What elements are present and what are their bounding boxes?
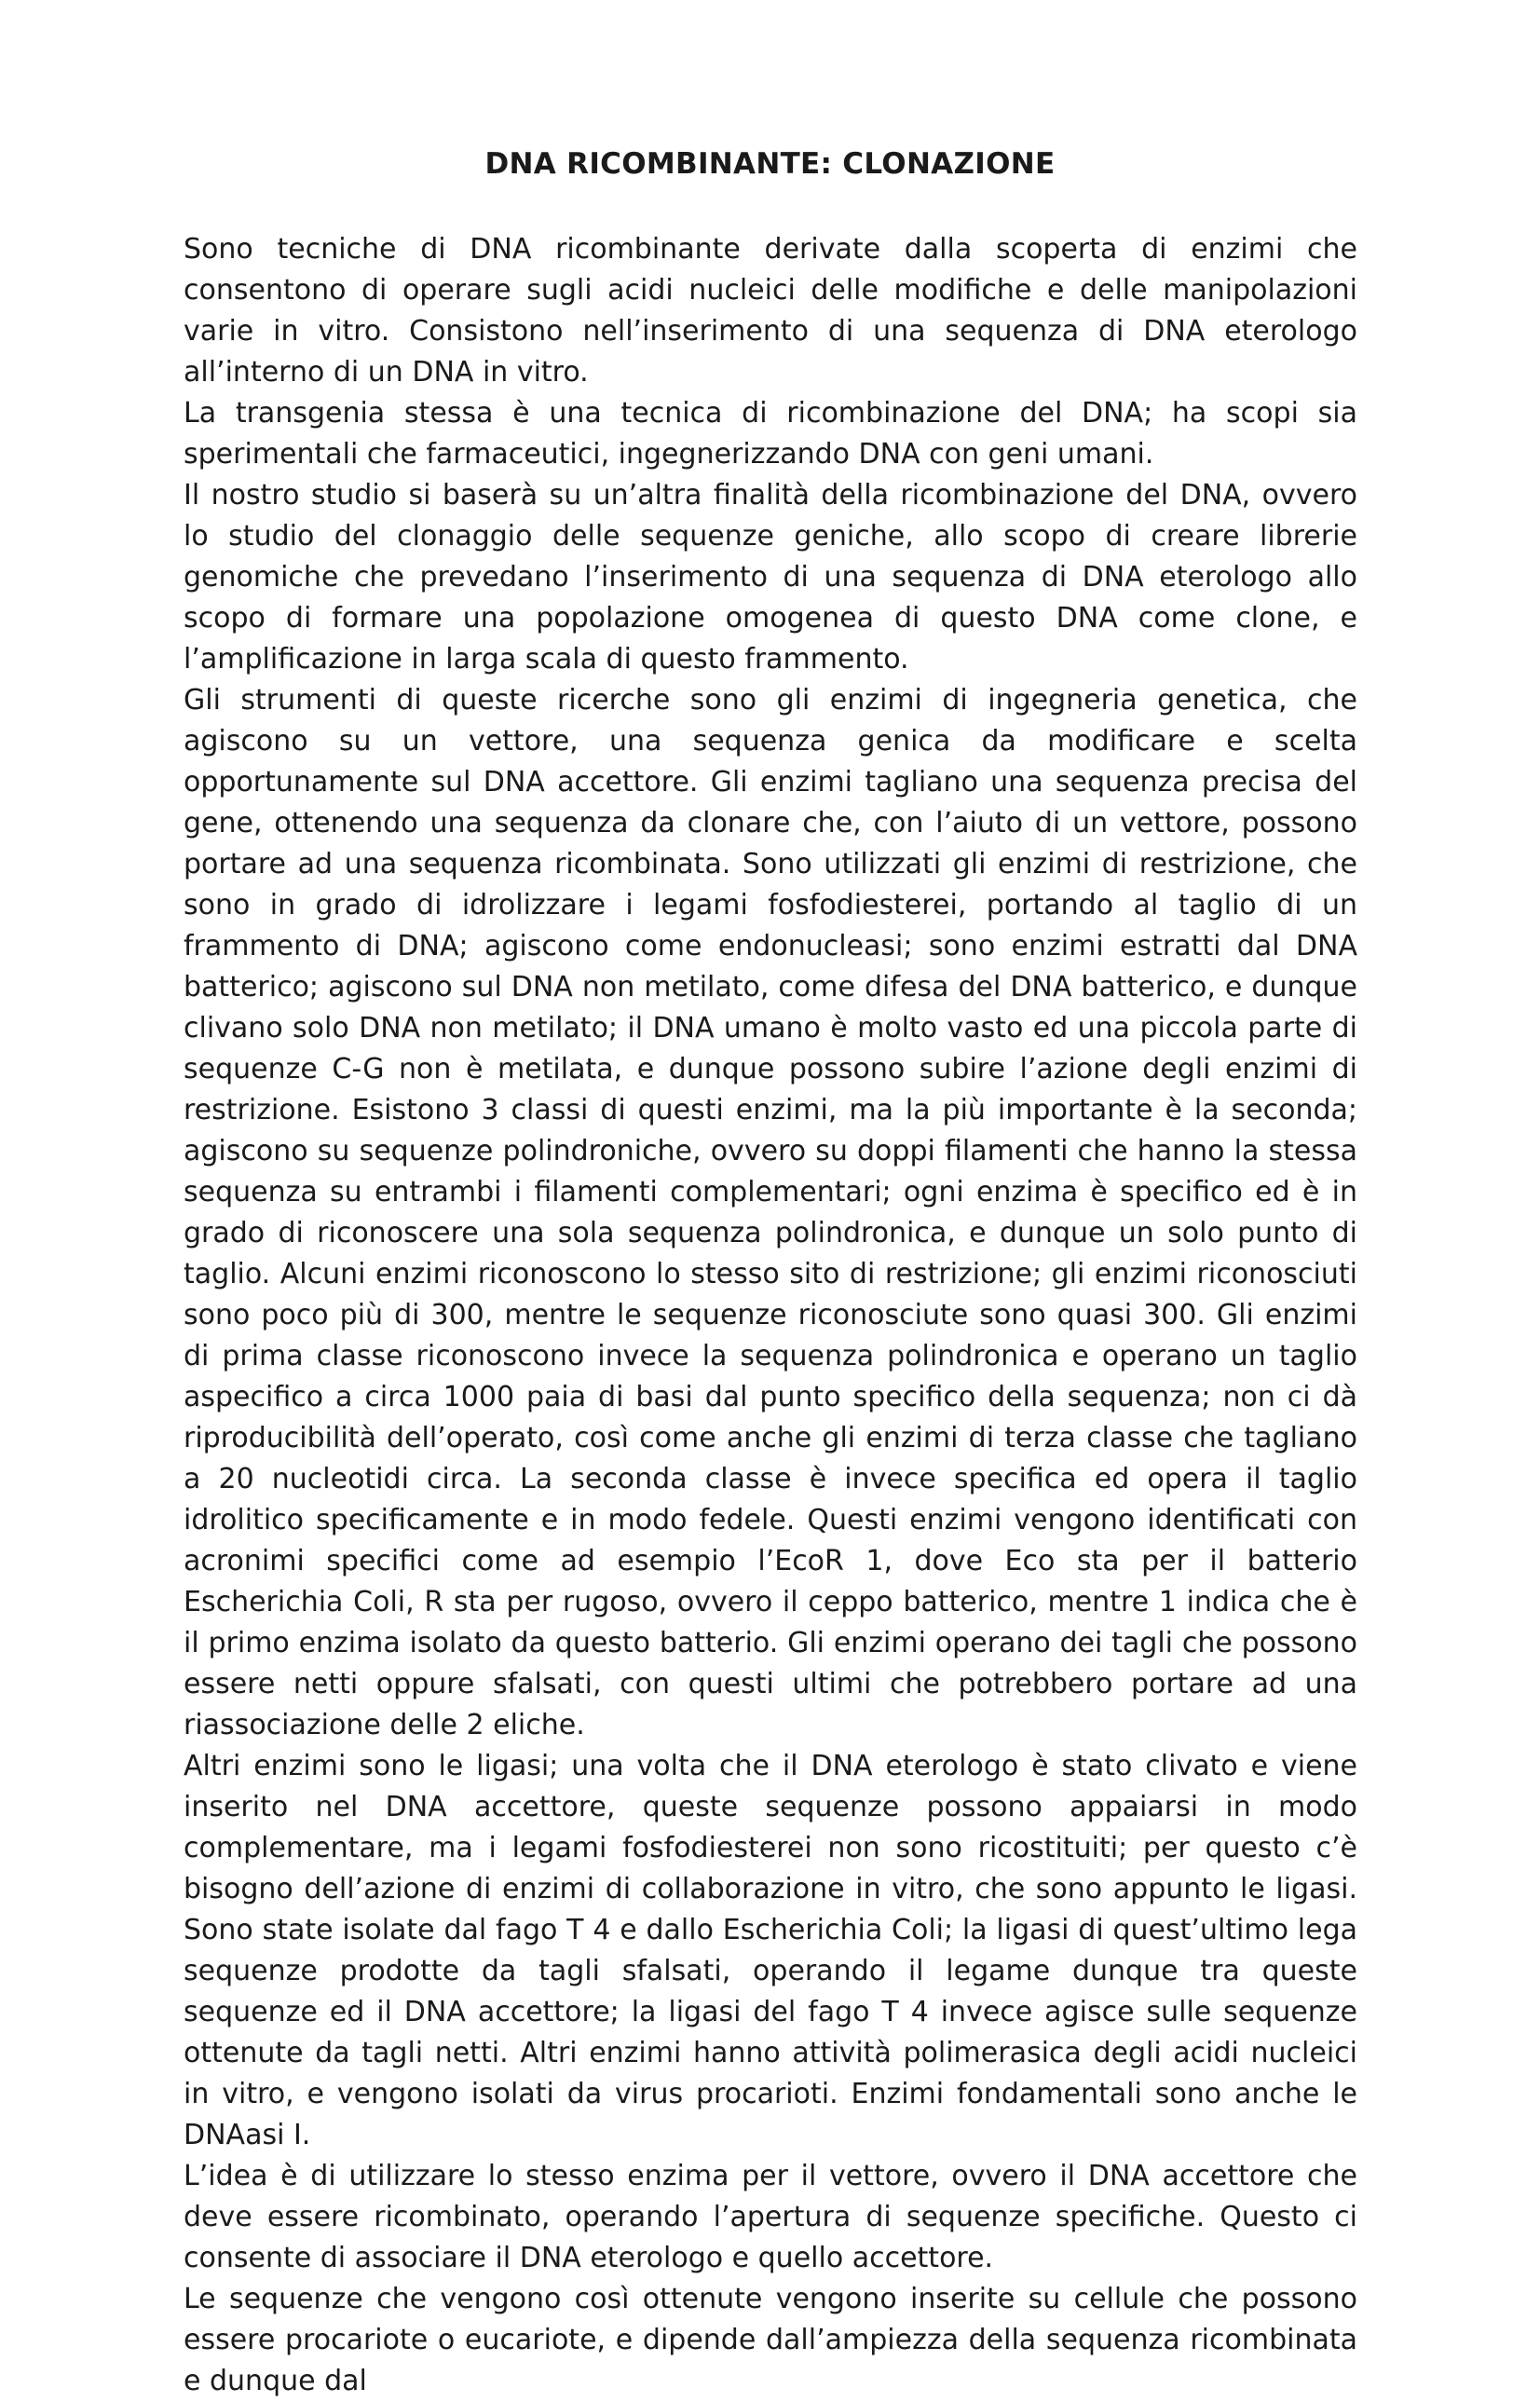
paragraph-2: La transgenia stessa è una tecnica di ricombinazione del DNA; ha scopi sia sperimentali che farmaceutici, ingegnerizzando DNA con geni umani.	[184, 397, 1357, 471]
paragraph-6: L’idea è di utilizzare lo stesso enzima per il vettore, ovvero il DNA accettore che deve essere ricombinato, operando l’apertura di sequenze specifiche. Questo ci consente di associare il DNA eterologo e quello accettore.	[184, 2160, 1357, 2274]
page-title: DNA RICOMBINANTE: CLONAZIONE	[484, 147, 1056, 181]
paragraph-7: Le sequenze che vengono così ottenute vengono inserite su cellule che possono essere procariote o eucariote, e dipende dall’ampiezza della sequenza ricombinata e dunque dal	[184, 2283, 1357, 2397]
paragraph-1: Sono tecniche di DNA ricombinante derivate dalla scoperta di enzimi che consentono di operare sugli acidi nucleici delle modifiche e delle manipolazioni varie in vitro. Consistono nell’inserimento di una sequenza di DNA eterologo all’interno di un DNA in vitro.	[184, 233, 1357, 389]
document-body	[184, 229, 1357, 2402]
paragraph-5: Altri enzimi sono le ligasi; una volta che il DNA eterologo è stato clivato e viene inserito nel DNA accettore, queste sequenze possono appaiarsi in modo complementare, ma i legami fosfodiesterei non sono ricostituiti; per questo c’è bisogno dell’azione di enzimi di collaborazione in vitro, che sono appunto le ligasi. Sono state isolate dal fago T 4 e dallo Escherichia Coli; la ligasi di quest’ultimo lega sequenze prodotte da tagli sfalsati, operando il legame dunque tra queste sequenze ed il DNA accettore; la ligasi del fago T 4 invece agisce sulle sequenze ottenute da tagli netti. Altri enzimi hanno attività polimerasica degli acidi nucleici in vitro, e vengono isolati da virus procarioti. Enzimi fondamentali sono anche le DNAasi I.	[184, 1750, 1357, 2151]
paragraph-3: Il nostro studio si baserà su un’altra finalità della ricombinazione del DNA, ovvero lo studio del clonaggio delle sequenze geniche, allo scopo di creare librerie genomiche che prevedano l’inserimento di una sequenza di DNA eterologo allo scopo di formare una popolazione omogenea di questo DNA come clone, e l’amplificazione in larga scala di questo frammento.	[184, 479, 1357, 676]
paragraph-4: Gli strumenti di queste ricerche sono gli enzimi di ingegneria genetica, che agiscono su un vettore, una sequenza genica da modificare e scelta opportunamente sul DNA accettore. Gli enzimi tagliano una sequenza precisa del gene, ottenendo una sequenza da clonare che, con l’aiuto di un vettore, possono portare ad una sequenza ricombinata. Sono utilizzati gli enzimi di restrizione, che sono in grado di idrolizzare i legami fosfodiesterei, portando al taglio di un frammento di DNA; agiscono come endonucleasi; sono enzimi estratti dal DNA batterico; agiscono sul DNA non metilato, come difesa del DNA batterico, e dunque clivano solo DNA non metilato; il DNA umano è molto vasto ed una piccola parte di sequenze C-G non è metilata, e dunque possono subire l’azione degli enzimi di restrizione. Esistono 3 classi di questi enzimi, ma la più importante è la seconda; agiscono su sequenze polindroniche, ovvero su doppi filamenti che hanno la stessa sequenza su entrambi i filamenti complementari; ogni enzima è specifico ed è in grado di riconoscere una sola sequenza polindronica, e dunque un solo punto di taglio. Alcuni enzimi riconoscono lo stesso sito di restrizione; gli enzimi riconosciuti sono poco più di 300, mentre le sequenze riconosciute sono quasi 300. Gli enzimi di prima classe riconoscono invece la sequenza polindronica e operano un taglio aspecifico a circa 1000 paia di basi dal punto specifico della sequenza; non ci dà riproducibilità dell’operato, così come anche gli enzimi di terza classe che tagliano a 20 nucleotidi circa. La seconda classe è invece specifica ed opera il taglio idrolitico specificamente e in modo fedele. Questi enzimi vengono identificati con acronimi specifici come ad esempio l’EcoR 1, dove Eco sta per il batterio Escherichia Coli, R sta per rugoso, ovvero il ceppo batterico, mentre 1 indica che è il primo enzima isolato da questo batterio. Gli enzimi operano dei tagli che possono essere netti oppure sfalsati, con questi ultimi che potrebbero portare ad una riassociazione delle 2 eliche.	[184, 684, 1357, 1741]
